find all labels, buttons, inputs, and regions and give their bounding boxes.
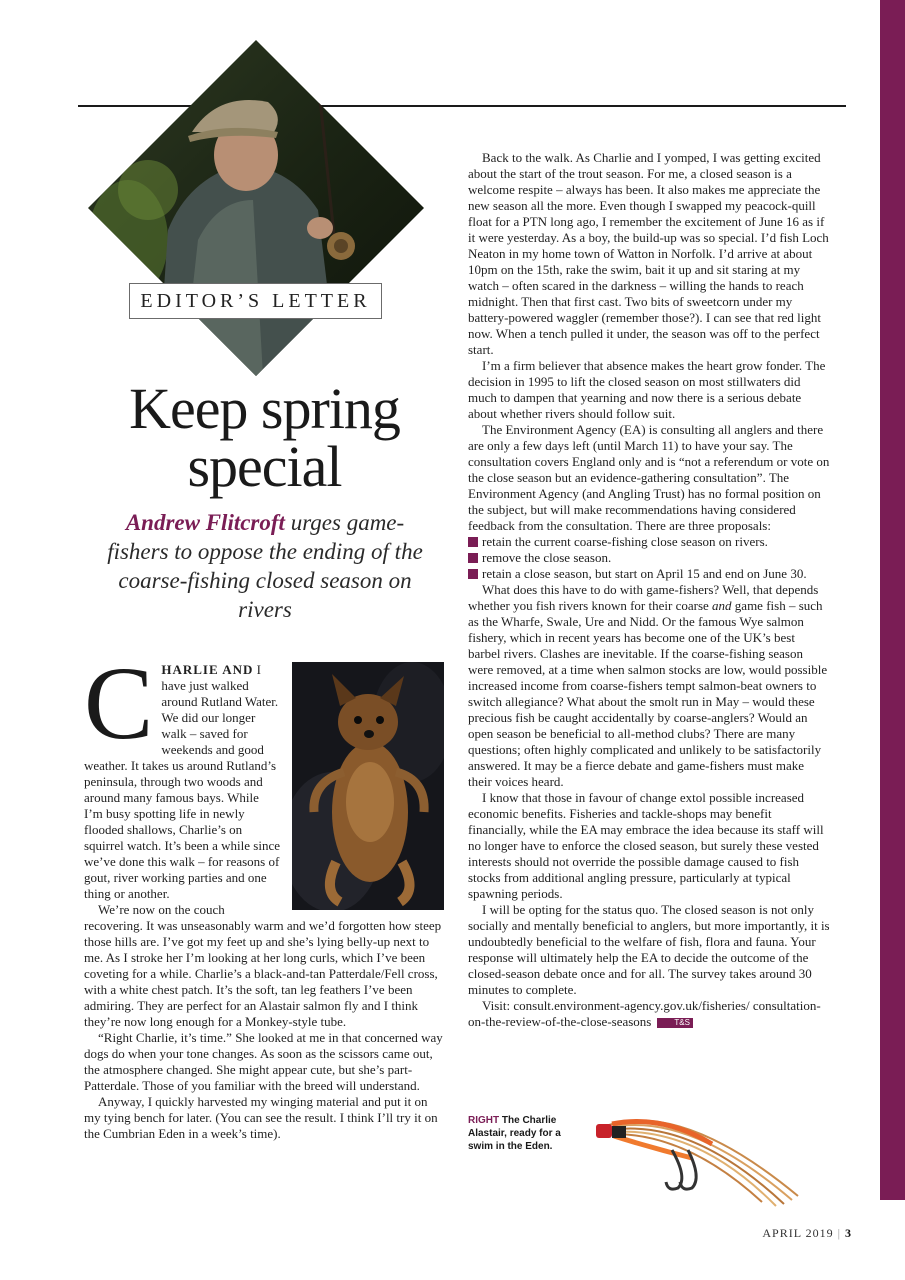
end-mark: T&S [657, 1018, 693, 1028]
proposal-item: retain a close season, but start on April 15 and end on June 30. [468, 566, 830, 582]
salmon-fly-photo [592, 1104, 800, 1208]
survey-link[interactable]: Visit: consult.environment-agency.gov.uk/fisheries/ consultation-on-the-review-of-the-close-seasons [468, 998, 821, 1029]
emphasis: and [712, 598, 732, 613]
paragraph: I will be opting for the status quo. The closed season is not only socially and mentally beneficial to anglers, but more importantly, it is undoubtedly beneficial to the welfare of fish, flora and fauna. Your response will ultimately help the EA to decide the outcome of the closed-season debate once and for all. The survey takes around 30 minutes to complete. [468, 902, 830, 997]
angler-photo [88, 40, 424, 376]
proposal-item: retain the current coarse-fishing close season on rivers. [468, 534, 830, 550]
paragraph: Anyway, I quickly harvested my winging material and put it on my tying bench for later. (You can see the result. I think I’ll try it on the Cumbrian Eden in a week’s time). [84, 1094, 438, 1141]
standfirst [100, 508, 430, 624]
paragraph [468, 998, 830, 1030]
page-folio [700, 1226, 852, 1241]
paragraph [468, 582, 830, 790]
folio-separator: | [837, 1226, 841, 1240]
left-column [84, 646, 444, 1142]
page-number: 3 [845, 1226, 852, 1240]
paragraph-text: What does this have to do with game-fishers? Well, that depends whether you fish rivers known for their coarse [468, 582, 819, 613]
paragraph: The Environment Agency (EA) is consulting all anglers and there are only a few days left (until March 11) to have your say. The consultation covers England only and is “not a referendum or vote on the close season but an evidence-gathering consultation”. The Environment Agency (and Angling Trust) has no formal position on the subject, but will make recommendations having considered feedback from the consultation. There are three proposals: [468, 422, 830, 533]
paragraph-text: game fish – such as the Wharfe, Swale, Ure and Nidd. Or the famous Wye salmon fishery, which in recent years has become one of the UK’s best barbel rivers. Clashes are inevitable. If the coarse-fishing season were removed, at a time when salmon stocks are low, would possible increased income from coarse-fishers tempt salmon-beat owners to switch allegiance? What about the smolt run in May – would these precious fish be caught accidentally by coarse-anglers? Would an open season be beneficial to all-method clubs? There are many questions; often highly complicated and unlikely to be satisfactorily answered. It may be a fierce debate and game-fishers must make their voices heard. [468, 598, 828, 789]
paragraph: Back to the walk. As Charlie and I yomped, I was getting excited about the start of the trout season. For me, a closed season is a welcome respite – always has been. It also makes me appreciate the new season all the more. Even though I swapped my peacock-quill float for a PTN long ago, I remember the excitement of June 16 as if it were yesterday. As a boy, the build-up was so special. I’d fish Loch Neaton in my home town of Watton in Norfolk. I’d arrive at about 10pm on the 15th, rake the swim, bait it up and sit staring at my watch – often scared in the darkness – willing the hands to reach midnight. Then that first cast. Two bits of sweetcorn under my battery-powered waggler (remember those?). I can see that red light now. When a tench pulled it under, the season was off to the perfect start. [468, 150, 829, 357]
photo-caption [468, 1114, 588, 1153]
paragraph: “Right Charlie, it’s time.” She looked at me in that concerned way dogs do when your tone changes. As soon as the scissors came out, the atmosphere changed. She might appear cute, but she’s part-Patterdale. Those of you familiar with the breed will understand. [84, 1030, 443, 1093]
standfirst-text: urges game-fishers to oppose the ending of the coarse-fishing closed season on rivers [107, 510, 423, 622]
standfirst-author: Andrew Flitcroft [125, 510, 285, 535]
lead-caps: HARLIE AND [161, 662, 254, 677]
proposal-list [468, 534, 830, 582]
paragraph: We’re now on the couch recovering. It was unseasonably warm and we’d forgotten how steep those hills are. I’ve got my feet up and she’s lying belly-up next to me. As I stroke her I’m looking at her long curls, which I’ve been coveting for a while. Charlie’s a black-and-tan Patterdale/Fell cross, with a white chest patch. It’s the soft, tan leg feathers I’ve been admiring. They are perfect for an Alastair salmon fly and I think they’re now long enough for a Monkey-style tube. [84, 902, 442, 1029]
caption-text: The Charlie Alastair, ready for a swim in the Eden. [468, 1115, 561, 1152]
folio-date: APRIL 2019 [762, 1226, 834, 1240]
caption-label: RIGHT [468, 1115, 500, 1126]
right-column [468, 150, 830, 1030]
paragraph: I know that those in favour of change extol possible increased economic benefits. Fisheries and tackle-shops may benefit financially, while the EA may embrace the idea because its staff will no longer have to enforce the closed season, but surely these vested interests should not override the possible damage caused to fish stocks from additional angling pressure, particularly at typical spawning periods. [468, 790, 824, 901]
section-label: EDITOR’S LETTER [129, 283, 382, 319]
dog-photo [292, 662, 444, 910]
side-color-bar [880, 0, 905, 1200]
drop-cap: C [84, 646, 154, 761]
paragraph: I’m a firm believer that absence makes the heart grow fonder. The decision in 1995 to lift the closed season on most stillwaters did much to dampen that yearning and now there is a serious debate about whether rivers should follow suit. [468, 358, 826, 421]
proposal-item: remove the close season. [468, 550, 830, 566]
paragraph-text: I have just walked around Rutland Water. We did our longer walk – saved for weekends and good weather. It takes us around Rutland’s peninsula, through two woods and around many famous bays. While I’m busy spotting life in newly flooded shallows, Charlie’s on squirrel watch. It’s been a while since we’ve done this walk – for reasons of gout, river working parties and one thing or another. [84, 662, 281, 901]
headline: Keep spring special [129, 376, 400, 499]
lead-paragraph [84, 646, 444, 902]
